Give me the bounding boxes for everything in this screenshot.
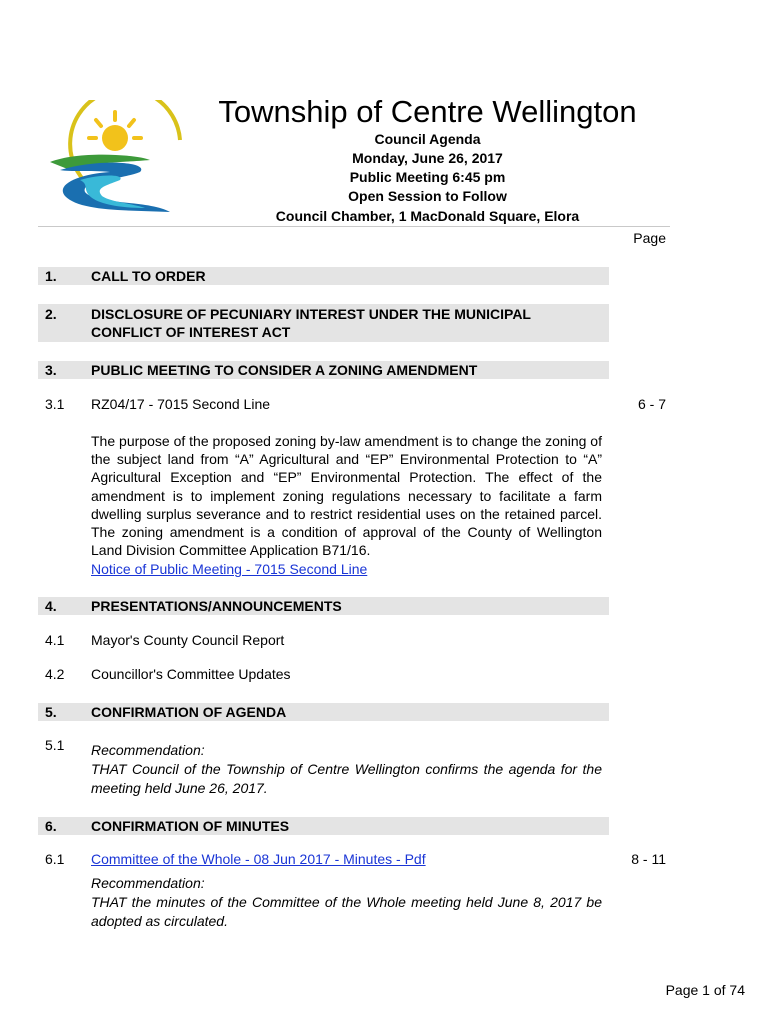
recommendation-label: Recommendation: bbox=[91, 742, 205, 758]
page-title: Township of Centre Wellington bbox=[218, 94, 637, 129]
item-number: 3.1 bbox=[45, 396, 65, 412]
header-divider bbox=[38, 226, 670, 227]
recommendation-text: THAT Council of the Township of Centre Wellington confirms the agenda for the meeting held June 26, 2017. bbox=[91, 761, 602, 796]
item-title: Mayor's County Council Report bbox=[91, 632, 285, 648]
item-pages: 6 - 7 bbox=[637, 396, 666, 412]
section-number: 3. bbox=[45, 362, 57, 378]
township-logo bbox=[40, 100, 190, 220]
section-number: 2. bbox=[45, 306, 57, 322]
section-title: DISCLOSURE OF PECUNIARY INTEREST UNDER THE MUNICIPAL CONFLICT OF INTEREST ACT bbox=[91, 306, 531, 340]
section-number: 4. bbox=[45, 598, 57, 614]
meeting-location: Council Chamber, 1 MacDonald Square, Elora bbox=[275, 208, 580, 224]
section-number: 1. bbox=[45, 268, 57, 284]
item-pages: 8 - 11 bbox=[631, 851, 666, 867]
item-description: The purpose of the proposed zoning by-law amendment is to change the zoning of the subject land from “A” Agricultural and “EP” Environmental Protection to “A” Agricultural Exception and “EP” Environmental Protection. The effect of the amendment is to implement zoning regulations necessary to facilitate a farm dwelling surplus severance and to restrict residential uses on the retained parcel. The zoning amendment is a condition of approval of the County of Wellington Land Division Committee Application B71/16. bbox=[91, 433, 602, 559]
section-title: CALL TO ORDER bbox=[91, 268, 206, 284]
item-number: 4.1 bbox=[45, 632, 65, 648]
item-number: 5.1 bbox=[45, 737, 65, 753]
section-number: 5. bbox=[45, 704, 57, 720]
item-title: RZ04/17 - 7015 Second Line bbox=[91, 396, 271, 412]
open-session-note: Open Session to Follow bbox=[348, 188, 507, 204]
meeting-date: Monday, June 26, 2017 bbox=[352, 150, 503, 166]
minutes-link[interactable]: Committee of the Whole - 08 Jun 2017 - Minutes - Pdf bbox=[91, 851, 426, 867]
section-title: PUBLIC MEETING TO CONSIDER A ZONING AMENDMENT bbox=[91, 362, 478, 378]
recommendation-label: Recommendation: bbox=[91, 875, 205, 891]
recommendation-text: THAT the minutes of the Committee of the Whole meeting held June 8, 2017 be adopted as circulated. bbox=[91, 894, 602, 929]
agenda-subtitle: Council Agenda bbox=[374, 131, 481, 147]
item-number: 6.1 bbox=[45, 851, 65, 867]
page-column-header: Page bbox=[633, 230, 666, 246]
page-number: Page 1 of 74 bbox=[665, 982, 745, 998]
item-title: Councillor's Committee Updates bbox=[91, 666, 291, 682]
section-title: PRESENTATIONS/ANNOUNCEMENTS bbox=[91, 598, 342, 614]
item-number: 4.2 bbox=[45, 666, 65, 682]
section-title: CONFIRMATION OF MINUTES bbox=[91, 818, 290, 834]
section-number: 6. bbox=[45, 818, 57, 834]
public-meeting-time: Public Meeting 6:45 pm bbox=[349, 169, 506, 185]
river-icon bbox=[50, 155, 170, 212]
notice-link[interactable]: Notice of Public Meeting - 7015 Second Line bbox=[91, 561, 368, 577]
section-title: CONFIRMATION OF AGENDA bbox=[91, 704, 287, 720]
